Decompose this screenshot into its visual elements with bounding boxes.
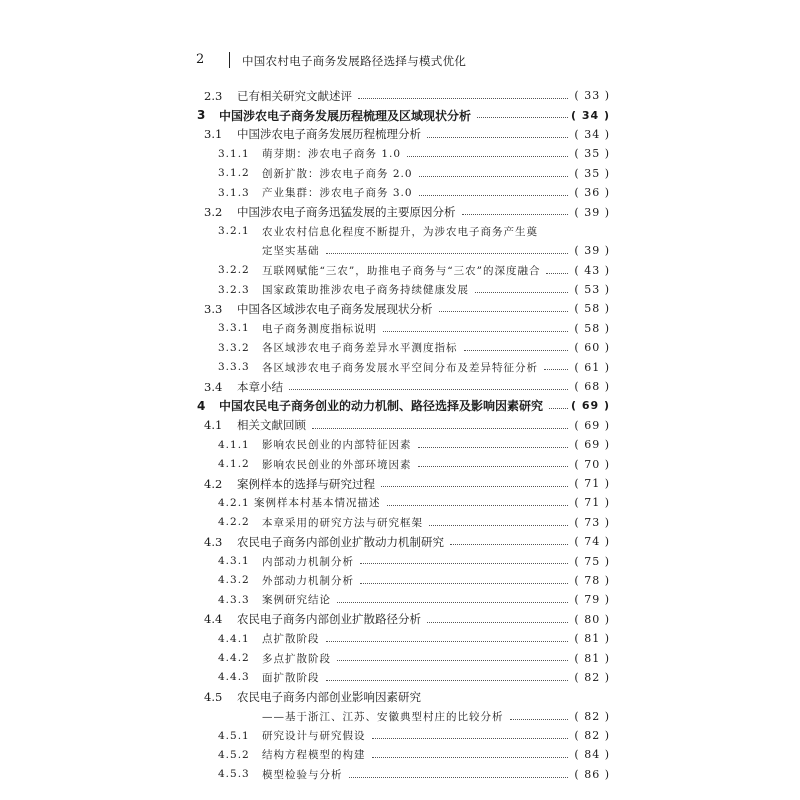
toc-dot-leader — [372, 737, 569, 739]
toc-section-number: 3.3 — [204, 301, 223, 316]
toc-dot-leader — [387, 504, 569, 506]
toc-page-number: ( 43 ) — [574, 263, 610, 277]
toc-dot-leader — [407, 155, 568, 157]
header-divider — [229, 52, 230, 68]
toc-entry-heading — [218, 263, 540, 278]
toc-page-number: ( 79 ) — [574, 593, 610, 607]
toc-entry — [0, 222, 800, 241]
toc-page-number: ( 75 ) — [574, 554, 610, 568]
toc-section-title: 相关文献回顾 — [237, 418, 306, 433]
toc-page-number: ( 36 ) — [574, 186, 610, 200]
toc-section-title: 案例样本的选择与研究过程 — [237, 476, 375, 491]
toc-section-number: 4.4 — [204, 612, 223, 627]
toc-entry — [0, 86, 800, 105]
toc-page-number: ( 34 ) — [574, 127, 610, 141]
toc-section-title: 农民电子商务内部创业影响因素研究 — [237, 689, 421, 704]
toc-page-number: ( 71 ) — [574, 477, 610, 490]
toc-dot-leader — [419, 194, 568, 196]
toc-dot-leader — [450, 543, 568, 545]
toc-entry-heading — [218, 166, 413, 181]
toc-entry — [0, 454, 800, 473]
toc-section-number: 4.1 — [204, 418, 223, 433]
toc-page-number: ( 84 ) — [574, 748, 610, 762]
toc-entry-heading — [218, 340, 458, 355]
toc-entry-heading — [204, 126, 421, 142]
toc-section-title: 本章采用的研究方法与研究框架 — [262, 516, 423, 529]
toc-section-title: 结构方程模型的构建 — [262, 749, 366, 762]
toc-section-title: 研究设计与研究假设 — [262, 730, 366, 743]
toc-entry-heading — [218, 515, 423, 530]
running-header — [196, 50, 616, 72]
toc-entry-heading — [204, 379, 283, 395]
toc-dot-leader — [427, 136, 568, 138]
toc-section-number: 4.3.1 — [218, 555, 250, 568]
toc-entry-heading — [218, 728, 366, 743]
toc-entry — [0, 357, 800, 376]
toc-page-number: ( 73 ) — [574, 515, 610, 529]
toc-section-number: 3.3.1 — [218, 322, 250, 335]
toc-page-number: ( 69 ) — [574, 418, 610, 432]
toc-entry — [0, 416, 800, 435]
toc-entry — [0, 319, 800, 338]
toc-entry-heading — [218, 767, 343, 782]
toc-section-title: 外部动力机制分析 — [262, 574, 354, 587]
toc-entry — [0, 532, 800, 551]
toc-section-title: 定坚实基础 — [262, 245, 320, 258]
toc-section-number: 4.4.3 — [218, 671, 250, 684]
toc-entry — [0, 707, 800, 726]
toc-entry — [0, 551, 800, 570]
toc-entry-heading — [218, 670, 320, 685]
toc-section-number: 3.2 — [204, 205, 223, 220]
toc-section-title: 中国涉农电子商务发展历程梳理分析 — [237, 127, 421, 142]
toc-section-number: 4.5.2 — [218, 748, 250, 761]
toc-page-number: ( 35 ) — [574, 147, 610, 161]
toc-entry — [0, 629, 800, 648]
toc-entry-heading — [204, 689, 421, 705]
toc-dot-leader — [427, 621, 568, 623]
toc-dot-leader — [439, 310, 569, 312]
toc-page-number: ( 74 ) — [574, 535, 610, 549]
toc-page-number: ( 82 ) — [574, 670, 610, 684]
toc-entry-heading — [218, 573, 354, 588]
toc-entry — [0, 377, 800, 396]
toc-dot-leader — [326, 640, 569, 642]
toc-section-number: 4.2.1 — [218, 496, 250, 509]
toc-section-number: 4.2.2 — [218, 516, 250, 529]
toc-page-number: ( 81 ) — [574, 651, 610, 665]
toc-section-number: 4.4.2 — [218, 652, 250, 665]
toc-dot-leader — [326, 679, 569, 681]
toc-section-number: 4.3.3 — [218, 593, 250, 606]
toc-dot-leader — [337, 601, 568, 603]
toc-section-number: 4.5.3 — [218, 768, 250, 781]
toc-page-number: ( 68 ) — [574, 380, 610, 394]
toc-entry — [0, 105, 800, 124]
toc-entry-heading — [218, 282, 469, 297]
toc-dot-leader — [419, 175, 568, 177]
toc-entry — [0, 474, 800, 493]
toc-entry-heading — [218, 631, 320, 646]
toc-section-title: 点扩散阶段 — [262, 633, 320, 646]
toc-section-number: 2.3 — [204, 88, 223, 103]
toc-dot-leader — [360, 582, 568, 584]
toc-dot-leader — [462, 213, 569, 215]
toc-section-number: 3 — [197, 108, 206, 123]
toc-dot-leader — [429, 524, 568, 526]
toc-section-number: 4 — [197, 398, 206, 413]
toc-section-number: 3.3.3 — [218, 361, 250, 374]
toc-dot-leader — [289, 388, 568, 390]
toc-entry-heading — [262, 243, 320, 258]
toc-section-title: 农民电子商务内部创业扩散路径分析 — [237, 612, 421, 627]
toc-entry — [0, 280, 800, 299]
toc-entry — [0, 435, 800, 454]
page-number: 2 — [196, 52, 205, 67]
toc-page-number: ( 39 ) — [574, 244, 610, 258]
toc-entry-heading — [204, 611, 421, 627]
toc-entry-heading — [218, 495, 381, 510]
toc-dot-leader — [349, 776, 569, 778]
toc-dot-leader — [337, 659, 568, 661]
toc-section-number: 3.1 — [204, 127, 223, 142]
toc-section-title: 模型检验与分析 — [262, 768, 343, 781]
toc-entry — [0, 610, 800, 629]
toc-entry-heading — [218, 146, 401, 161]
toc-page-number: ( 69 ) — [570, 399, 610, 413]
toc-section-title: 中国农民电子商务创业的动力机制、路径选择及影响因素研究 — [219, 399, 544, 414]
toc-page-number: ( 58 ) — [574, 321, 610, 335]
toc-entry-heading — [218, 437, 412, 452]
toc-dot-leader — [372, 756, 569, 758]
toc-page-number: ( 58 ) — [574, 302, 610, 316]
toc-entry — [0, 765, 800, 784]
toc-entry — [0, 493, 800, 512]
toc-entry-heading — [204, 204, 456, 220]
toc-section-title: 已有相关研究文献述评 — [237, 88, 352, 103]
toc-dot-leader — [418, 446, 569, 448]
toc-section-title: 影响农民创业的内部特征因素 — [262, 439, 412, 452]
toc-entry-heading — [218, 224, 538, 239]
toc-section-title: 国家政策助推涉农电子商务持续健康发展 — [262, 284, 469, 297]
toc-entry-heading — [197, 397, 543, 414]
toc-page-number: ( 70 ) — [574, 457, 610, 471]
toc-entry-heading — [218, 185, 413, 200]
toc-section-title: ——基于浙江、江苏、安徽典型村庄的比较分析 — [262, 710, 504, 723]
toc-entry-heading — [262, 709, 504, 724]
toc-entry-heading — [218, 651, 331, 666]
toc-section-number: 4.2 — [204, 476, 223, 491]
toc-page-number: ( 69 ) — [574, 438, 610, 452]
toc-section-title: 案例样本村基本情况描述 — [254, 497, 381, 510]
toc-section-title: 影响农民创业的外部环境因素 — [262, 458, 412, 471]
toc-entry — [0, 144, 800, 163]
toc-dot-leader — [326, 252, 569, 254]
toc-section-title: 萌芽期：涉农电子商务 1.0 — [262, 148, 402, 161]
toc-entry-heading — [204, 88, 352, 104]
table-of-contents — [0, 86, 800, 784]
toc-section-number: 4.5.1 — [218, 729, 250, 742]
toc-entry — [0, 571, 800, 590]
toc-section-number: 3.1.1 — [218, 147, 250, 160]
toc-entry — [0, 726, 800, 745]
toc-dot-leader — [477, 116, 568, 118]
toc-page-number: ( 71 ) — [574, 496, 610, 510]
toc-entry — [0, 668, 800, 687]
toc-section-title: 面扩散阶段 — [262, 671, 320, 684]
toc-section-title: 电子商务测度指标说明 — [262, 322, 377, 335]
toc-page-number: ( 34 ) — [570, 108, 610, 122]
toc-page-number: ( 82 ) — [574, 709, 610, 723]
toc-section-number: 3.3.2 — [218, 341, 250, 354]
toc-entry-heading — [204, 417, 306, 433]
toc-section-title: 创新扩散：涉农电子商务 2.0 — [262, 167, 413, 180]
toc-entry — [0, 745, 800, 764]
toc-entry-heading — [204, 476, 375, 492]
toc-entry-heading — [218, 457, 412, 472]
toc-section-title: 案例研究结论 — [262, 594, 331, 607]
toc-dot-leader — [381, 485, 568, 487]
toc-section-number: 3.1.2 — [218, 167, 250, 180]
toc-page-number: ( 53 ) — [574, 283, 610, 297]
toc-entry — [0, 241, 800, 260]
toc-section-title: 中国涉农电子商务发展历程梳理及区域现状分析 — [219, 108, 472, 123]
toc-section-number: 3.1.3 — [218, 186, 250, 199]
toc-section-title: 各区域涉农电子商务差异水平测度指标 — [262, 342, 458, 355]
toc-section-number: 4.5 — [204, 689, 223, 704]
toc-entry-heading — [218, 360, 538, 375]
toc-entry — [0, 396, 800, 415]
toc-page-number: ( 35 ) — [574, 166, 610, 180]
toc-entry — [0, 338, 800, 357]
toc-section-title: 农业农村信息化程度不断提升，为涉农电子商务产生奠 — [262, 225, 538, 238]
toc-entry-heading — [218, 592, 331, 607]
toc-entry — [0, 299, 800, 318]
toc-entry-heading — [197, 107, 471, 124]
toc-entry — [0, 261, 800, 280]
toc-dot-leader — [418, 465, 569, 467]
toc-section-number: 3.2.2 — [218, 264, 250, 277]
toc-entry — [0, 164, 800, 183]
toc-section-title: 多点扩散阶段 — [262, 652, 331, 665]
toc-entry — [0, 125, 800, 144]
toc-section-title: 中国各区域涉农电子商务发展现状分析 — [237, 301, 433, 316]
toc-section-number: 4.3 — [204, 534, 223, 549]
toc-page-number: ( 80 ) — [574, 612, 610, 626]
toc-dot-leader — [312, 427, 568, 429]
toc-page-number: ( 39 ) — [574, 205, 610, 219]
toc-page-number: ( 78 ) — [574, 573, 610, 587]
toc-page-number: ( 33 ) — [574, 89, 610, 103]
toc-entry — [0, 183, 800, 202]
toc-dot-leader — [358, 97, 568, 99]
toc-entry-heading — [218, 321, 377, 336]
toc-section-number: 4.3.2 — [218, 574, 250, 587]
toc-dot-leader — [383, 330, 568, 332]
toc-page-number: ( 81 ) — [574, 632, 610, 646]
toc-section-number: 3.4 — [204, 379, 223, 394]
toc-section-title: 中国涉农电子商务迅猛发展的主要原因分析 — [237, 205, 456, 220]
toc-entry — [0, 648, 800, 667]
toc-section-number: 4.1.1 — [218, 438, 250, 451]
book-title: 中国农村电子商务发展路径选择与模式优化 — [242, 54, 467, 68]
toc-section-title: 内部动力机制分析 — [262, 555, 354, 568]
toc-section-title: 农民电子商务内部创业扩散动力机制研究 — [237, 534, 444, 549]
toc-entry — [0, 590, 800, 609]
toc-page-number: ( 82 ) — [574, 729, 610, 743]
toc-section-number: 4.4.1 — [218, 632, 250, 645]
toc-dot-leader — [510, 718, 569, 720]
toc-section-number: 3.2.3 — [218, 283, 250, 296]
toc-section-number: 4.1.2 — [218, 458, 250, 471]
toc-section-title: 本章小结 — [237, 379, 283, 394]
toc-entry-heading — [218, 554, 354, 569]
toc-dot-leader — [475, 291, 568, 293]
toc-page-number: ( 86 ) — [574, 767, 610, 781]
toc-page-number: ( 61 ) — [574, 360, 610, 374]
toc-entry-heading — [204, 301, 433, 317]
toc-dot-leader — [464, 349, 569, 351]
toc-section-title: 互联网赋能“三农”，助推电子商务与“三农”的深度融合 — [262, 264, 541, 277]
toc-section-title: 各区域涉农电子商务发展水平空间分布及差异特征分析 — [262, 361, 538, 374]
toc-page-number: ( 60 ) — [574, 341, 610, 355]
toc-entry — [0, 202, 800, 221]
toc-entry-heading — [204, 534, 444, 550]
toc-entry — [0, 513, 800, 532]
toc-dot-leader — [360, 562, 568, 564]
toc-section-number: 3.2.1 — [218, 225, 250, 238]
toc-entry — [0, 687, 800, 706]
toc-section-title: 产业集群：涉农电子商务 3.0 — [262, 187, 413, 200]
toc-entry-heading — [218, 747, 366, 762]
